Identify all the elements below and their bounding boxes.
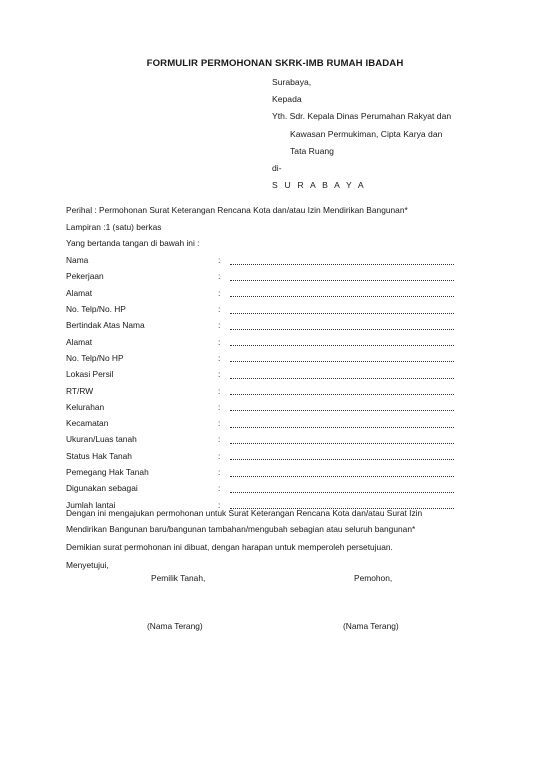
field-row bbox=[66, 464, 456, 480]
fill-line[interactable] bbox=[230, 468, 454, 477]
destination-city: S U R A B A Y A bbox=[272, 180, 366, 191]
agreed-line: Menyetujui, bbox=[66, 560, 109, 570]
fill-line[interactable] bbox=[230, 484, 454, 493]
statement-line-2: Mendirikan Bangunan baru/bangunan tambahan/mengubah sebagian atau seluruh bangunan* bbox=[66, 524, 416, 534]
field-label: Jumlah lantai bbox=[66, 499, 116, 510]
fill-line[interactable] bbox=[230, 337, 454, 346]
landowner-name: (Nama Terang) bbox=[147, 621, 203, 631]
closing-line: Demikian surat permohonan ini dibuat, dengan harapan untuk memperoleh persetujuan. bbox=[66, 542, 393, 552]
field-row bbox=[66, 317, 456, 333]
field-row bbox=[66, 301, 456, 317]
applicant-name: (Nama Terang) bbox=[343, 621, 399, 631]
field-label: Alamat bbox=[66, 336, 93, 347]
field-colon: : bbox=[218, 320, 221, 331]
field-colon: : bbox=[218, 336, 221, 347]
field-colon: : bbox=[218, 352, 221, 363]
field-row bbox=[66, 268, 456, 284]
field-colon: : bbox=[218, 483, 221, 494]
field-colon: : bbox=[218, 450, 221, 461]
landowner-role: Pemilik Tanah, bbox=[151, 573, 206, 583]
field-row bbox=[66, 480, 456, 496]
field-label: Bertindak Atas Nama bbox=[66, 320, 145, 331]
statement-line-1: Dengan ini mengajukan permohonan untuk Surat Keterangan Rencana Kota dan/atau Surat Izin bbox=[66, 508, 423, 518]
field-colon: : bbox=[218, 434, 221, 445]
field-row bbox=[66, 366, 456, 382]
fill-line[interactable] bbox=[230, 305, 454, 314]
to-label: Kepada bbox=[272, 94, 302, 105]
field-label: No. Telp/No. HP bbox=[66, 304, 126, 315]
di-label: di- bbox=[272, 163, 282, 174]
field-row bbox=[66, 382, 456, 398]
field-label: Lokasi Persil bbox=[66, 369, 114, 380]
fill-line[interactable] bbox=[230, 386, 454, 395]
city-date: Surabaya, bbox=[272, 77, 312, 87]
field-label: Pekerjaan bbox=[66, 271, 104, 282]
field-colon: : bbox=[218, 304, 221, 315]
field-colon: : bbox=[218, 369, 221, 380]
lampiran-line: Lampiran :1 (satu) berkas bbox=[66, 222, 162, 232]
field-row bbox=[66, 333, 456, 349]
field-label: Alamat bbox=[66, 287, 93, 298]
statement-paragraph bbox=[66, 505, 466, 537]
field-colon: : bbox=[218, 418, 221, 429]
fill-line[interactable] bbox=[230, 256, 454, 265]
field-row bbox=[66, 431, 456, 447]
field-label: Ukuran/Luas tanah bbox=[66, 434, 137, 445]
fill-line[interactable] bbox=[230, 288, 454, 297]
form-title: FORMULIR PERMOHONAN SKRK-IMB RUMAH IBADAH bbox=[146, 58, 404, 69]
fill-line[interactable] bbox=[230, 435, 454, 444]
fill-line[interactable] bbox=[230, 321, 454, 330]
field-row bbox=[66, 415, 456, 431]
recipient-line-2: Kawasan Permukiman, Cipta Karya dan bbox=[290, 128, 443, 139]
field-label: No. Telp/No HP bbox=[66, 352, 124, 363]
field-colon: : bbox=[218, 271, 221, 282]
field-label: Kelurahan bbox=[66, 401, 105, 412]
field-label: Kecamatan bbox=[66, 418, 109, 429]
field-label: Pemegang Hak Tanah bbox=[66, 467, 149, 477]
fill-line[interactable] bbox=[230, 353, 454, 362]
field-colon: : bbox=[218, 255, 221, 266]
field-row bbox=[66, 285, 456, 301]
fill-line[interactable] bbox=[230, 419, 454, 428]
field-row bbox=[66, 252, 456, 268]
recipient-line-1: Yth. Sdr. Kepala Dinas Perumahan Rakyat dan bbox=[272, 111, 452, 122]
field-row bbox=[66, 350, 456, 366]
field-label: Digunakan sebagai bbox=[66, 483, 138, 494]
field-colon: : bbox=[218, 385, 221, 396]
fill-line[interactable] bbox=[230, 370, 454, 379]
recipient-line-3: Tata Ruang bbox=[290, 145, 334, 156]
field-colon: : bbox=[218, 499, 221, 510]
address-block bbox=[272, 74, 451, 194]
intro-line: Yang bertanda tangan di bawah ini : bbox=[66, 238, 200, 248]
field-label: Status Hak Tanah bbox=[66, 450, 132, 461]
fill-line[interactable] bbox=[230, 402, 454, 411]
field-colon: : bbox=[218, 467, 221, 477]
applicant-role: Pemohon, bbox=[354, 573, 393, 583]
fill-line[interactable] bbox=[230, 451, 454, 460]
fill-line[interactable] bbox=[230, 272, 454, 281]
field-list bbox=[66, 252, 456, 513]
field-label: RT/RW bbox=[66, 385, 94, 396]
perihal-line: Perihal : Permohonan Surat Keterangan Rencana Kota dan/atau Izin Mendirikan Bangunan* bbox=[66, 205, 408, 215]
field-colon: : bbox=[218, 401, 221, 412]
field-row bbox=[66, 448, 456, 464]
field-label: Nama bbox=[66, 255, 89, 266]
field-colon: : bbox=[218, 287, 221, 298]
field-row bbox=[66, 399, 456, 415]
